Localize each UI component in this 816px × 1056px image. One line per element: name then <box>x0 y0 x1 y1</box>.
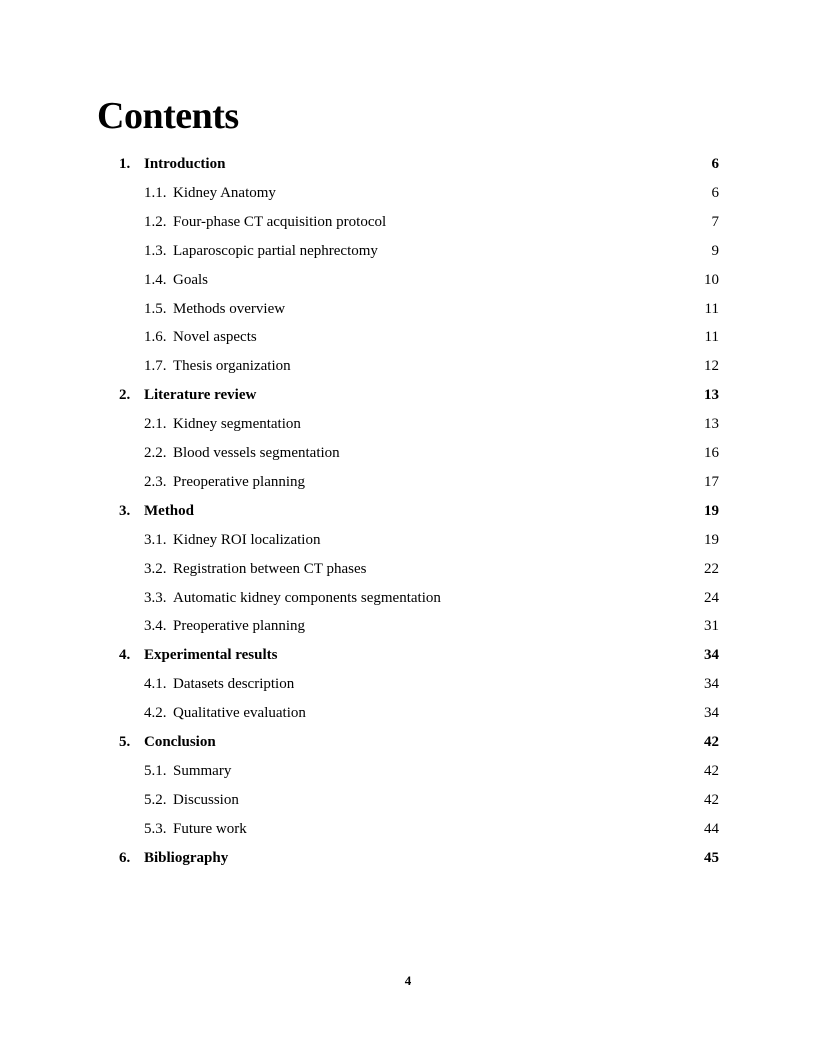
toc-entry-number: 5.1. <box>144 762 167 779</box>
toc-entry-number: 3.2. <box>144 560 167 577</box>
toc-entry-title: Kidney segmentation <box>173 416 301 433</box>
toc-section-entry[interactable] <box>0 237 816 266</box>
toc-entry-page: 17 <box>704 473 719 490</box>
toc-section-entry[interactable] <box>0 439 816 468</box>
toc-entry-title: Registration between CT phases <box>173 560 367 577</box>
toc-entry-title: Bibliography <box>144 849 229 866</box>
toc-entry-number: 5.3. <box>144 820 167 837</box>
toc-section-entry[interactable] <box>0 757 816 786</box>
toc-section-entry[interactable] <box>0 786 816 815</box>
toc-entry-page: 19 <box>704 531 719 548</box>
toc-entry-title: Thesis organization <box>173 358 291 375</box>
toc-entry-number: 2.3. <box>144 473 167 490</box>
toc-chapter-entry[interactable] <box>0 497 816 526</box>
toc-entry-number: 1.6. <box>144 329 167 346</box>
toc-entry-title: Conclusion <box>144 734 216 750</box>
toc-entry-title: Preoperative planning <box>173 618 306 635</box>
toc-section-entry[interactable] <box>0 526 816 555</box>
toc-section-entry[interactable] <box>0 468 816 497</box>
toc-section-entry[interactable] <box>0 584 816 613</box>
toc-entry-number: 6. <box>119 849 131 866</box>
toc-chapter-entry[interactable] <box>0 381 816 410</box>
toc-entry-number: 2. <box>119 387 131 404</box>
toc-entry-number: 3.4. <box>144 618 167 635</box>
toc-entry-number: 1.3. <box>144 242 167 259</box>
toc-entry-number: 3.3. <box>144 589 167 606</box>
toc-section-entry[interactable] <box>0 555 816 584</box>
toc-entry-page: 13 <box>704 416 719 433</box>
toc-entry-title: Novel aspects <box>173 329 257 346</box>
toc-entry-page: 31 <box>704 618 719 635</box>
toc-entry-page: 6 <box>711 184 719 201</box>
toc-entry-number: 1. <box>119 156 131 172</box>
toc-entry-title: Kidney ROI localization <box>173 531 321 548</box>
toc-entry-number: 1.5. <box>144 300 167 317</box>
toc-entry-number: 5. <box>119 734 131 750</box>
toc-section-entry[interactable] <box>0 815 816 844</box>
toc-entry-page: 13 <box>704 387 719 404</box>
toc-entry-title: Discussion <box>173 791 239 808</box>
toc-entry-number: 2.2. <box>144 445 167 461</box>
toc-entry-title: Preoperative planning <box>173 473 306 490</box>
page-number: 4 <box>404 973 412 988</box>
toc-entry-page: 11 <box>704 300 719 317</box>
toc-entry-number: 4.1. <box>144 676 167 693</box>
toc-entry-page: 42 <box>704 762 719 779</box>
toc-entry-page: 45 <box>704 849 719 866</box>
toc-entry-title: Literature review <box>144 387 257 404</box>
toc-entry-page: 44 <box>704 820 719 837</box>
toc-entry-number: 1.1. <box>144 184 167 201</box>
toc-entry-page: 34 <box>704 647 719 664</box>
toc-section-entry[interactable] <box>0 410 816 439</box>
toc-section-entry[interactable] <box>0 295 816 324</box>
toc-entry-page: 34 <box>704 676 719 693</box>
toc-entry-page: 9 <box>711 242 719 259</box>
toc-entry-number: 3.1. <box>144 531 167 548</box>
toc-entry-title: Introduction <box>144 156 226 172</box>
toc-chapter-entry[interactable] <box>0 728 816 757</box>
toc-entry-title: Qualitative evaluation <box>173 705 306 722</box>
toc-entry-number: 1.7. <box>144 358 167 375</box>
toc-entry-number: 5.2. <box>144 791 167 808</box>
toc-entry-page: 7 <box>711 213 719 230</box>
toc-entry-page: 22 <box>704 560 719 577</box>
toc-entry-title: Datasets description <box>173 676 295 693</box>
toc-entry-page: 10 <box>704 271 719 288</box>
toc-chapter-entry[interactable] <box>0 844 816 873</box>
toc-entry-page: 24 <box>704 589 719 606</box>
toc-entry-title: Future work <box>173 820 247 837</box>
toc-section-entry[interactable] <box>0 670 816 699</box>
toc-entry-page: 42 <box>704 734 719 750</box>
toc-entry-page: 16 <box>704 445 719 461</box>
toc-section-entry[interactable] <box>0 699 816 728</box>
toc-section-entry[interactable] <box>0 323 816 352</box>
toc-entry-number: 1.4. <box>144 271 167 288</box>
toc-section-entry[interactable] <box>0 208 816 237</box>
toc-entry-title: Goals <box>173 271 208 288</box>
toc-entry-number: 4.2. <box>144 705 167 722</box>
toc-entry-page: 19 <box>704 502 719 519</box>
page-title: Contents <box>97 95 239 137</box>
toc-entry-number: 1.2. <box>144 213 167 230</box>
toc-entry-page: 11 <box>704 329 719 346</box>
toc-section-entry[interactable] <box>0 612 816 641</box>
toc-section-entry[interactable] <box>0 266 816 295</box>
toc-entry-number: 3. <box>119 502 131 519</box>
toc-entry-title: Method <box>144 502 194 519</box>
toc-entry-title: Four-phase CT acquisition protocol <box>173 213 387 230</box>
toc-entry-page: 12 <box>704 358 719 375</box>
toc-entry-title: Methods overview <box>173 300 286 317</box>
toc-entry-title: Experimental results <box>144 647 278 664</box>
toc-chapter-entry[interactable] <box>0 150 816 179</box>
toc-entry-page: 6 <box>711 156 719 172</box>
toc-section-entry[interactable] <box>0 179 816 208</box>
toc-entry-title: Summary <box>173 762 232 779</box>
toc-entry-title: Kidney Anatomy <box>173 184 276 201</box>
toc-section-entry[interactable] <box>0 352 816 381</box>
toc-entry-title: Blood vessels segmentation <box>173 445 340 461</box>
toc-entry-page: 42 <box>704 791 719 808</box>
toc-entry-title: Automatic kidney components segmentation <box>173 589 441 606</box>
toc-entry-title: Laparoscopic partial nephrectomy <box>173 242 378 259</box>
toc-chapter-entry[interactable] <box>0 641 816 670</box>
toc-entry-number: 4. <box>119 647 131 664</box>
toc-entry-page: 34 <box>704 705 719 722</box>
toc-entry-number: 2.1. <box>144 416 167 433</box>
